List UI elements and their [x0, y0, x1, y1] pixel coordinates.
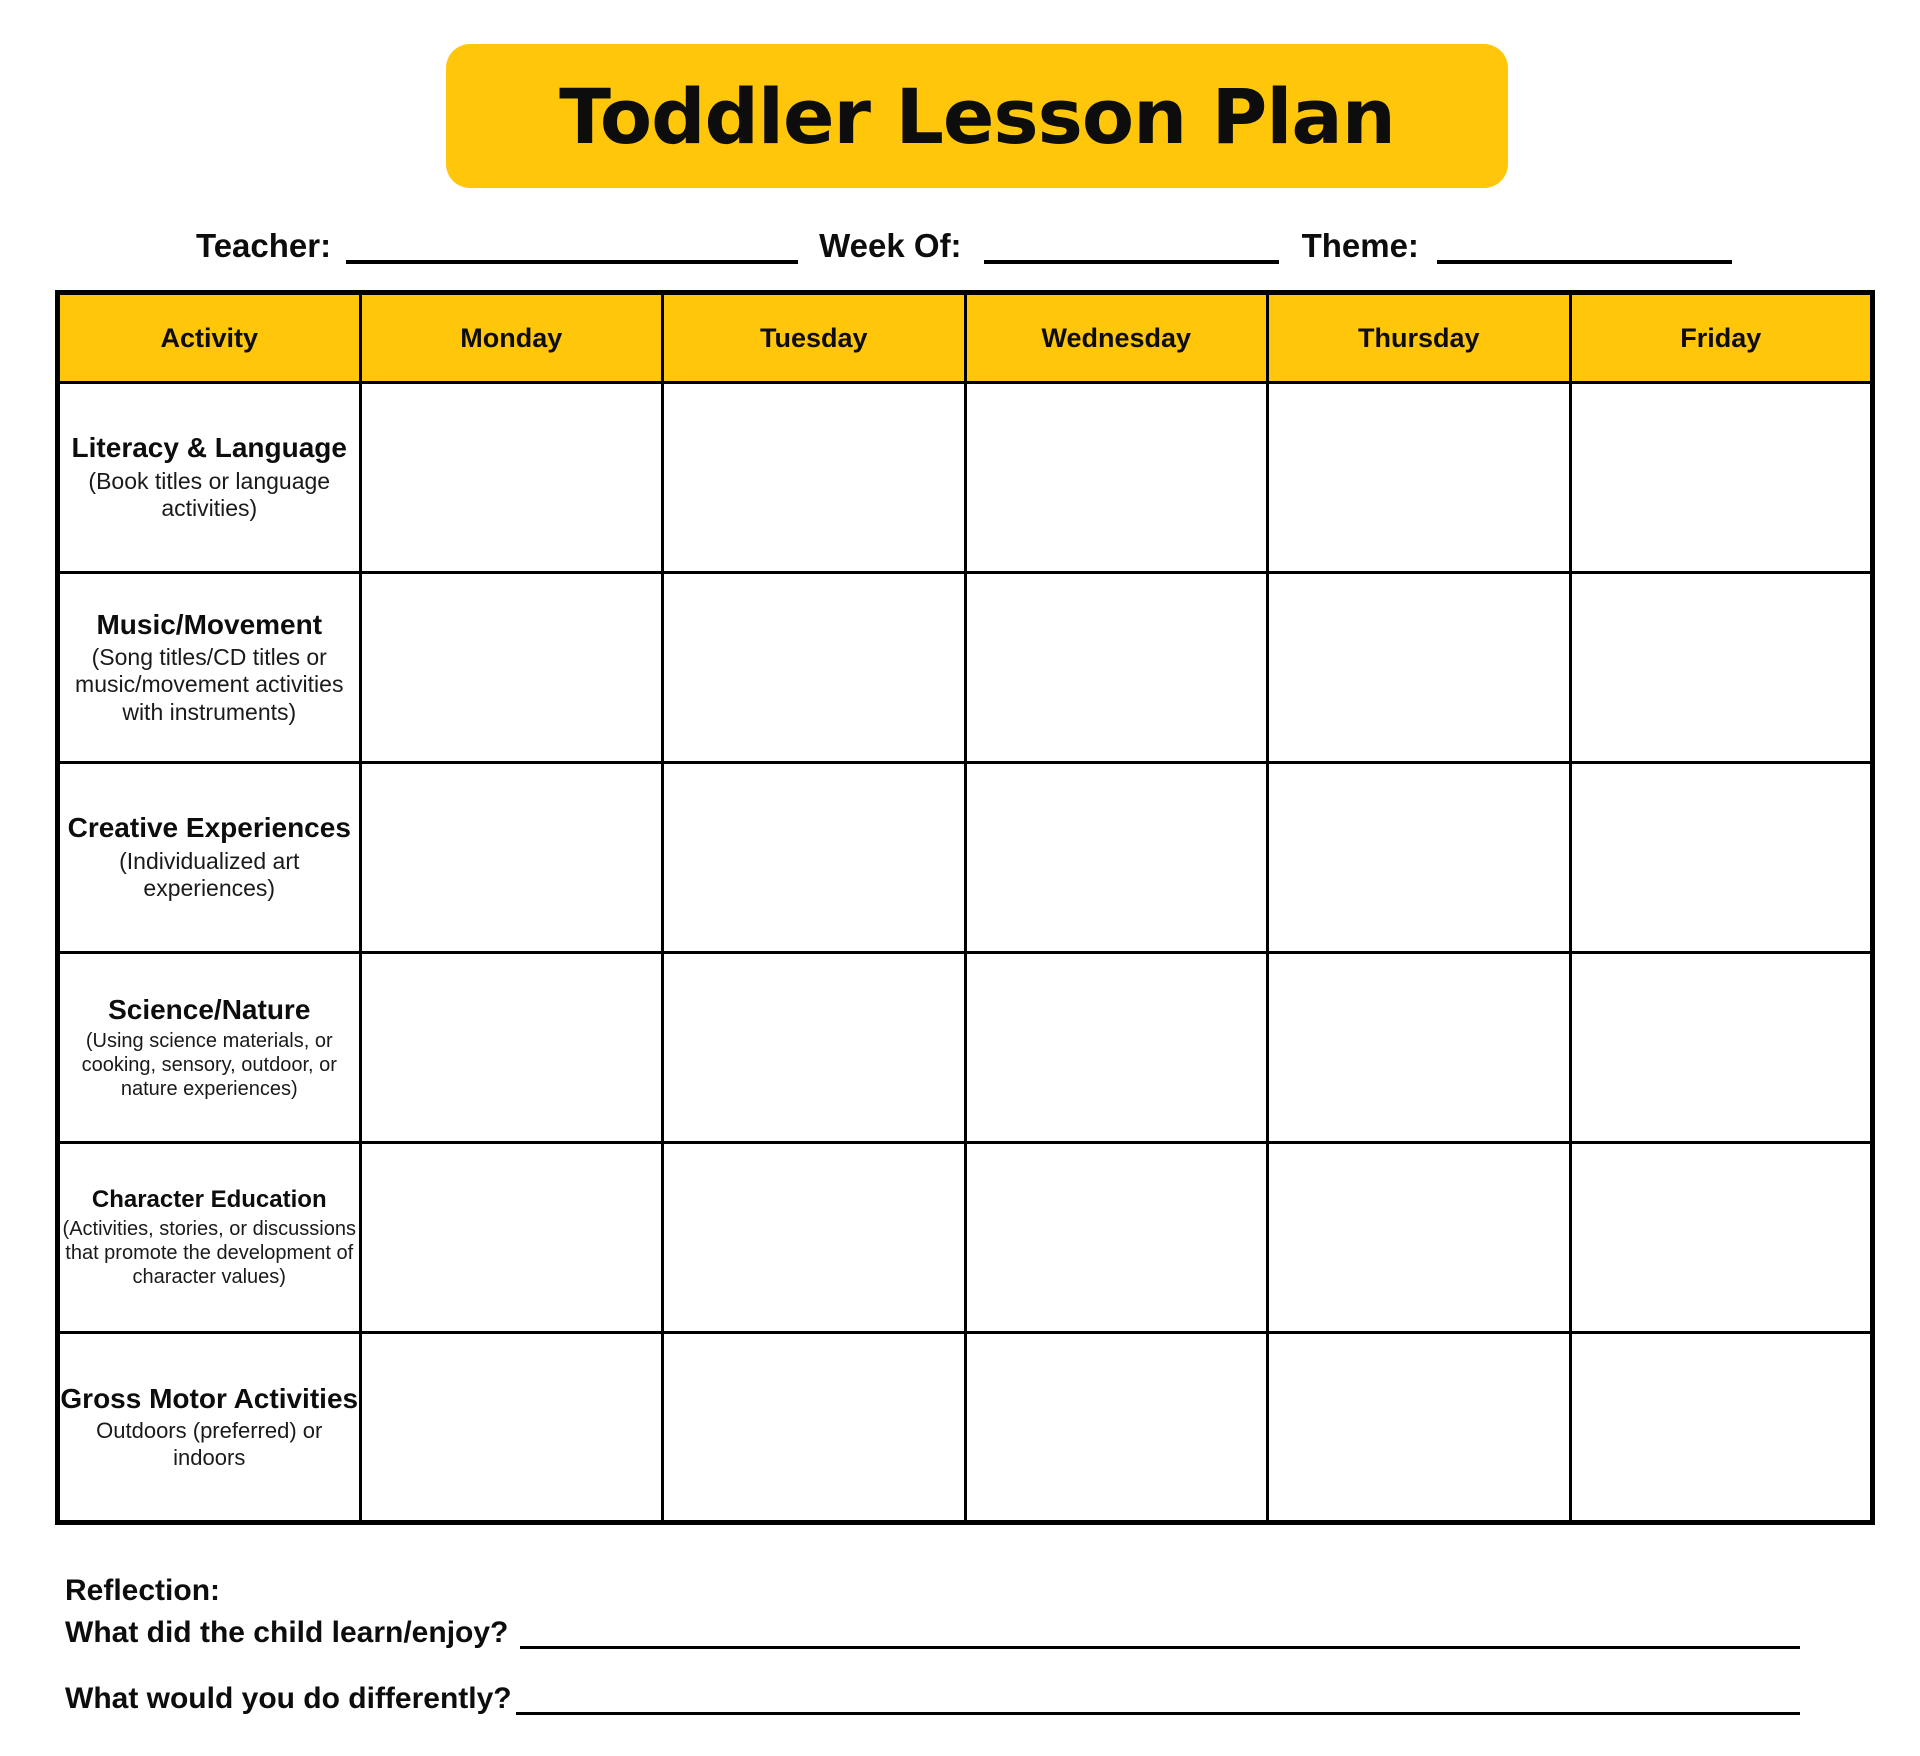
day-cell[interactable] [965, 383, 1268, 573]
day-cell[interactable] [1268, 383, 1571, 573]
row-label-science [58, 953, 361, 1143]
day-cell[interactable] [360, 383, 663, 573]
column-header-thursday: Thursday [1268, 293, 1571, 383]
day-cell[interactable] [1268, 573, 1571, 763]
row-description: (Activities, stories, or discussions that promote the development of character values) [62, 1217, 356, 1288]
reflection-question-2 [65, 1682, 1800, 1715]
meta-line [196, 220, 1732, 264]
row-label-creative [58, 763, 361, 953]
day-cell[interactable] [965, 763, 1268, 953]
lesson-plan-table [55, 290, 1875, 1525]
table-row-literacy [58, 383, 1873, 573]
table-row-science [58, 953, 1873, 1143]
page-title: Toddler Lesson Plan [559, 71, 1395, 161]
table-header-row [58, 293, 1873, 383]
row-label-literacy [58, 383, 361, 573]
column-header-activity: Activity [58, 293, 361, 383]
day-cell[interactable] [360, 1333, 663, 1523]
day-cell[interactable] [663, 1143, 966, 1333]
teacher-label: Teacher: [196, 226, 332, 264]
day-cell[interactable] [1570, 953, 1873, 1143]
row-title: Music/Movement [96, 608, 323, 640]
week-of-input-line[interactable] [984, 228, 1279, 264]
row-description: Outdoors (preferred) or indoors [96, 1418, 323, 1470]
reflection-question-1 [65, 1616, 1800, 1649]
day-cell[interactable] [663, 383, 966, 573]
day-cell[interactable] [1268, 763, 1571, 953]
row-title: Science/Nature [108, 993, 311, 1025]
title-banner [446, 44, 1508, 188]
column-header-friday: Friday [1570, 293, 1873, 383]
question-2-label: What would you do differently? [65, 1682, 512, 1715]
reflection-heading: Reflection: [65, 1574, 221, 1607]
row-description: (Individualized art experiences) [119, 847, 300, 902]
day-cell[interactable] [965, 573, 1268, 763]
theme-label: Theme: [1301, 226, 1419, 264]
day-cell[interactable] [1570, 573, 1873, 763]
column-header-monday: Monday [360, 293, 663, 383]
day-cell[interactable] [663, 573, 966, 763]
day-cell[interactable] [360, 1143, 663, 1333]
question-1-label: What did the child learn/enjoy? [65, 1616, 509, 1649]
question-2-input-line[interactable] [516, 1684, 1800, 1715]
day-cell[interactable] [1570, 1333, 1873, 1523]
day-cell[interactable] [1268, 1333, 1571, 1523]
day-cell[interactable] [663, 763, 966, 953]
row-label-character [58, 1143, 361, 1333]
day-cell[interactable] [1570, 1143, 1873, 1333]
theme-input-line[interactable] [1437, 228, 1732, 264]
table-row-creative [58, 763, 1873, 953]
day-cell[interactable] [360, 953, 663, 1143]
row-label-gross-motor [58, 1333, 361, 1523]
row-title: Literacy & Language [71, 432, 347, 464]
teacher-input-line[interactable] [346, 228, 798, 264]
row-title: Gross Motor Activities [60, 1383, 359, 1415]
row-description: (Song titles/CD titles or music/movement activities with instruments) [75, 643, 344, 725]
column-header-tuesday: Tuesday [663, 293, 966, 383]
week-of-label: Week Of: [819, 226, 962, 264]
row-title: Creative Experiences [67, 812, 351, 844]
table-row-gross-motor [58, 1333, 1873, 1523]
day-cell[interactable] [965, 1143, 1268, 1333]
day-cell[interactable] [1268, 953, 1571, 1143]
row-title: Character Education [91, 1186, 327, 1214]
day-cell[interactable] [360, 763, 663, 953]
day-cell[interactable] [1570, 763, 1873, 953]
row-description: (Using science materials, or cooking, sensory, outdoor, or nature experiences) [81, 1030, 337, 1101]
day-cell[interactable] [663, 953, 966, 1143]
row-label-music [58, 573, 361, 763]
day-cell[interactable] [1268, 1143, 1571, 1333]
day-cell[interactable] [663, 1333, 966, 1523]
day-cell[interactable] [1570, 383, 1873, 573]
row-description: (Book titles or language activities) [88, 467, 331, 522]
column-header-wednesday: Wednesday [965, 293, 1268, 383]
day-cell[interactable] [965, 1333, 1268, 1523]
question-1-input-line[interactable] [520, 1618, 1800, 1649]
day-cell[interactable] [965, 953, 1268, 1143]
table-row-music [58, 573, 1873, 763]
table-row-character [58, 1143, 1873, 1333]
day-cell[interactable] [360, 573, 663, 763]
